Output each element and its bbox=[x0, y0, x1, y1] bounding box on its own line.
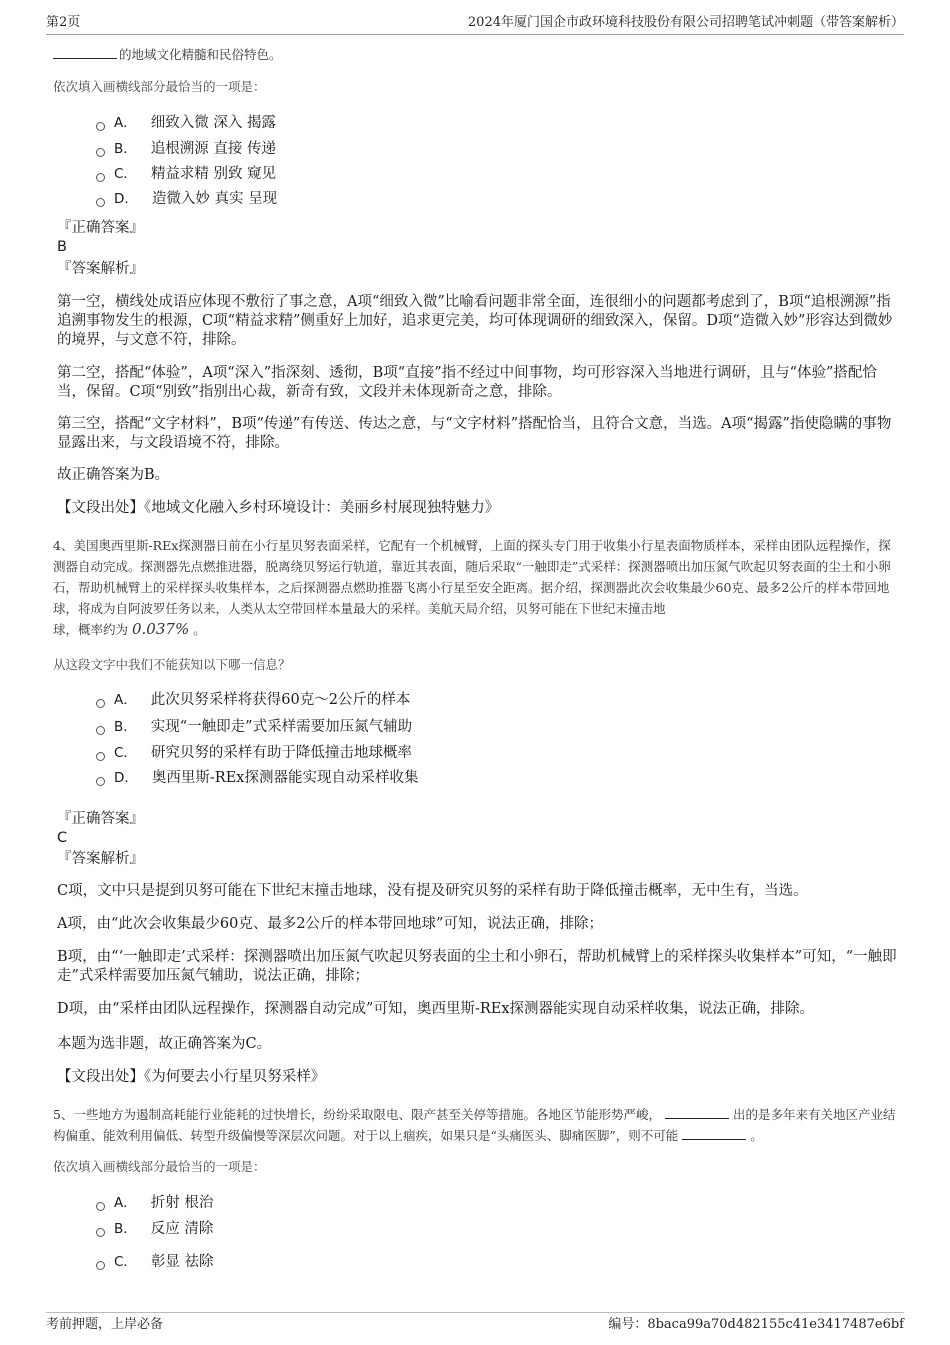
document-id: 编号：8baca99a70d482155c41e3417487e6bf bbox=[608, 1317, 904, 1332]
fill-blank bbox=[665, 1106, 729, 1119]
radio-icon[interactable] bbox=[96, 1202, 105, 1211]
q3-option-a[interactable]: A． 细致入微 深入 揭露 bbox=[96, 113, 276, 133]
q5-option-c[interactable]: C． 彰显 祛除 bbox=[96, 1252, 214, 1272]
q3-analysis-p4: 故正确答案为B。 bbox=[57, 467, 170, 483]
q4-analysis-p5: 本题为选非题，故正确答案为C。 bbox=[57, 1036, 272, 1052]
q5-prompt: 依次填入画横线部分最恰当的一项是： bbox=[53, 1159, 266, 1174]
q3-analysis-p3: 第三空，搭配“文字材料”，B项“传递”有传送、传达之意，与“文字材料”搭配恰当，且符合文意，当选。A项“揭露”指使隐瞒的事物显露出来，与文段语境不符，排除。 bbox=[57, 416, 892, 451]
q3-source: 【文段出处】《地域文化融入乡村环境设计：美丽乡村展现独特魅力》 bbox=[57, 500, 500, 516]
q4-option-c[interactable]: C． 研究贝努的采样有助于降低撞击地球概率 bbox=[96, 743, 412, 763]
q3-prompt: 依次填入画横线部分最恰当的一项是： bbox=[53, 79, 266, 94]
page-header bbox=[46, 14, 904, 35]
q4-analysis-p1: C项，文中只是提到贝努可能在下世纪末撞击地球，没有提及研究贝努的采样有助于降低撞击概率，无中生有，当选。 bbox=[57, 883, 808, 899]
q3-option-b[interactable]: B． 追根溯源 直接 传递 bbox=[96, 139, 276, 159]
radio-icon[interactable] bbox=[96, 122, 105, 131]
page-number: 第2页 bbox=[46, 15, 81, 30]
q3-analysis-p2: 第二空，搭配“体验”，A项“深入”指深刻、透彻，B项“直接”指不经过中间事物，均可形容深入当地进行调研，且与“体验”搭配恰当，保留。C项“别致”指别出心裁，新奇有致，文段并未体现新奇之意，排除。 bbox=[57, 365, 877, 400]
q4-option-d[interactable]: D． 奥西里斯-REx探测器能实现自动采样收集 bbox=[96, 768, 418, 788]
probability-value: 0.037% bbox=[132, 620, 190, 638]
q4-source: 【文段出处】《为何要去小行星贝努采样》 bbox=[57, 1069, 326, 1085]
q4-analysis-label: 『答案解析』 bbox=[57, 851, 144, 867]
radio-icon[interactable] bbox=[96, 1228, 105, 1237]
fill-blank bbox=[682, 1127, 746, 1140]
q4-option-a[interactable]: A． 此次贝努采样将获得60克～2公斤的样本 bbox=[96, 690, 410, 710]
radio-icon[interactable] bbox=[96, 198, 105, 207]
radio-icon[interactable] bbox=[96, 1261, 105, 1270]
q4-prompt: 从这段文字中我们不能获知以下哪一信息？ bbox=[53, 657, 291, 672]
q4-answer: C bbox=[57, 830, 68, 846]
page-footer bbox=[46, 1312, 904, 1337]
q3-option-c[interactable]: C． 精益求精 别致 窥见 bbox=[96, 164, 276, 184]
q5-option-a[interactable]: A． 折射 根治 bbox=[96, 1193, 213, 1213]
q4-option-b[interactable]: B． 实现“一触即走”式采样需要加压氮气辅助 bbox=[96, 717, 412, 737]
q4-analysis-p2: A项，由“此次会收集最少60克、最多2公斤的样本带回地球”可知，说法正确，排除； bbox=[57, 916, 603, 932]
radio-icon[interactable] bbox=[96, 148, 105, 157]
q4-question-text: 4、美国奥西里斯-REx探测器日前在小行星贝努表面采样，它配有一个机械臂，上面的探头专门用于收集小行星表面物质样本，采样由团队远程操作，探测器自动完成。探测器先点燃推进器，脱离绕贝努运行轨道，靠近其表面，随后采取“一触即走”式采样：探测器喷出加压氮气吹起贝努表面的尘土和小卵石，帮助机械臂上的采样探头收集样本，之后探测器点燃助推器飞离小行星至安全距离。据介绍，探测器此次会收集最少60克、最多2公斤的样本带回地球，将成为自阿波罗任务以来，人类从太空带回样本量最大的采样。美航天局介绍，贝努可能在下世纪末撞击地 球，概率约为 0.037% 。 bbox=[53, 538, 891, 638]
q4-answer-label: 『正确答案』 bbox=[57, 811, 144, 827]
q5-question-text: 5、一些地方为遏制高耗能行业能耗的过快增长，纷纷采取限电、限产甚至关停等措施。各地区节能形势严峻， 出的是多年来有关地区产业结构偏重、能效利用偏低、转型升级偏慢等深层次问题。对于以上痼疾，如果只是“头痛医头、脚痛医脚”，则不可能 。 bbox=[53, 1107, 896, 1143]
q3-option-d[interactable]: D． 造微入妙 真实 呈现 bbox=[96, 189, 277, 209]
q3-answer-label: 『正确答案』 bbox=[57, 220, 144, 236]
radio-icon[interactable] bbox=[96, 726, 105, 735]
q4-analysis-p3: B项，由“‘一触即走’式采样：探测器喷出加压氮气吹起贝努表面的尘土和小卵石，帮助机械臂上的采样探头收集样本”可知，“一触即走”式采样需要加压氮气辅助，说法正确，排除； bbox=[57, 949, 897, 984]
footer-slogan: 考前押题，上岸必备 bbox=[46, 1317, 164, 1332]
radio-icon[interactable] bbox=[96, 699, 105, 708]
radio-icon[interactable] bbox=[96, 777, 105, 786]
q3-text-tail: 的地域文化精髓和民俗特色。 bbox=[53, 44, 282, 65]
document-title: 2024年厦门国企市政环境科技股份有限公司招聘笔试冲刺题（带答案解析） bbox=[467, 15, 904, 30]
q3-analysis-p1: 第一空，横线处成语应体现不敷衍了事之意，A项“细致入微”比喻看问题非常全面，连很细小的问题都考虑到了，B项“追根溯源”指追溯事物发生的根源，C项“精益求精”侧重好上加好，追求更完美，均可体现调研的细致深入，保留。D项“造微入妙”形容达到微妙的境界，与文意不符，排除。 bbox=[57, 294, 893, 348]
q5-option-b[interactable]: B． 反应 清除 bbox=[96, 1219, 213, 1239]
q3-analysis-label: 『答案解析』 bbox=[57, 261, 144, 277]
radio-icon[interactable] bbox=[96, 173, 105, 182]
fill-blank bbox=[53, 46, 117, 59]
radio-icon[interactable] bbox=[96, 752, 105, 761]
q3-answer: B bbox=[57, 239, 67, 255]
q4-analysis-p4: D项，由“采样由团队远程操作，探测器自动完成”可知，奥西里斯-REx探测器能实现自动采样收集，说法正确，排除。 bbox=[57, 1001, 815, 1017]
